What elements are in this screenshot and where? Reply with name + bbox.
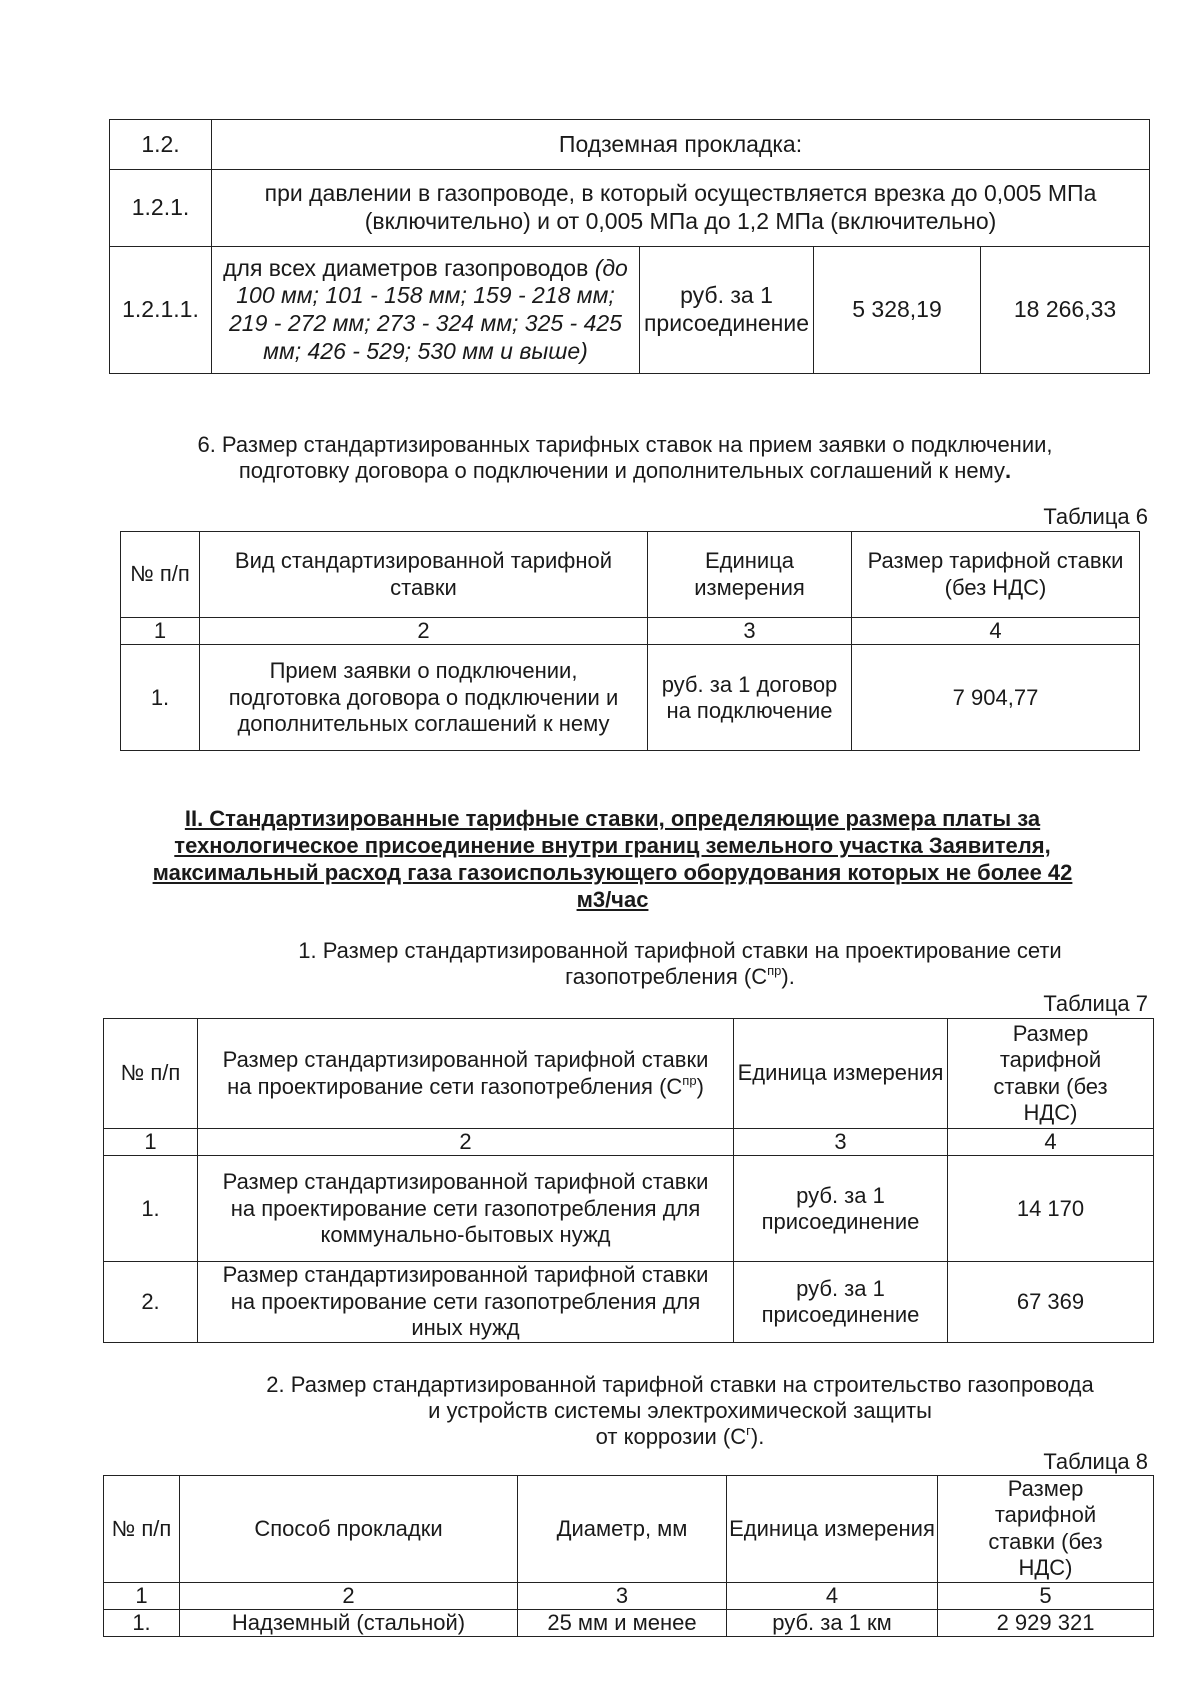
section-8-title-line2: и устройств системы электрохимической защиты [428,1398,932,1423]
table-6-label: Таблица 6 [1043,504,1148,529]
table-7-label: Таблица 7 [1043,991,1148,1016]
section-6-title-dot: . [1005,458,1012,483]
row-number: 2. [104,1262,198,1342]
header-diameter: Диаметр, мм [518,1476,727,1583]
section-8-title-line3 [200,1424,1160,1450]
section-7-title-sup: пр [767,963,782,978]
row-value: 7 904,77 [852,645,1140,751]
row-unit: руб. за 1 присоединение [734,1262,948,1342]
row-unit: руб. за 1 присоединение [640,247,814,374]
row-description-main: для всех диаметров газопроводов [223,254,589,281]
column-number: 3 [518,1582,727,1609]
row-number: 1.2.1.1. [110,247,212,374]
header-rate-name-text: Размер стандартизированной тарифной ставки на проектирование сети газопотребления (С [222,1047,709,1099]
table-8-label: Таблица 8 [1043,1449,1148,1474]
table-row [104,1262,1154,1342]
column-number: 4 [727,1582,938,1609]
header-rate-size: Размер тарифной ставки (без НДС) [852,532,1140,618]
column-number: 5 [938,1582,1154,1609]
table-row [121,645,1140,751]
table-header-row [121,532,1140,618]
column-number: 2 [200,618,648,645]
section-6-title-text: 6. Размер стандартизированных тарифных ставок на прием заявки о подключении, подготовку договора о подключении и дополнительных соглашений к нему [197,432,1053,483]
section-7-title [280,938,1080,990]
column-number: 4 [948,1129,1154,1156]
row-value: 5 328,19 [814,247,981,374]
column-number: 2 [180,1582,518,1609]
row-rate-name: Размер стандартизированной тарифной ставки на проектирование сети газопотребления для иных нужд [198,1262,734,1342]
header-rate-name-sup: пр [682,1072,697,1088]
column-number: 3 [734,1129,948,1156]
table-row [104,1609,1154,1636]
row-title: Подземная прокладка: [212,120,1150,170]
section-8-title-end: ). [750,1424,765,1449]
header-number: № п/п [121,532,200,618]
row-title: при давлении в газопроводе, в который осуществляется врезка до 0,005 МПа (включительно) и от 0,005 МПа до 1,2 МПа (включительно) [212,170,1150,247]
section-8-title-text: от коррозии (С [595,1424,747,1449]
row-description [212,247,640,374]
header-unit: Единица измерения [648,532,852,618]
tariff-table-6 [120,531,1140,751]
header-unit: Единица измерения [734,1019,948,1129]
row-diameter: 25 мм и менее [518,1609,727,1636]
header-method: Способ прокладки [180,1476,518,1583]
section-7-title-end: ). [781,964,795,989]
column-number-row [104,1129,1154,1156]
table-header-row [104,1019,1154,1129]
row-number: 1.2. [110,120,212,170]
section-8-title-line1: 2. Размер стандартизированной тарифной ставки на строительство газопровода [266,1372,1094,1397]
row-value: 67 369 [948,1262,1154,1342]
section-8-title-sup: г [746,1423,751,1438]
tariff-table-7 [103,1018,1154,1343]
section-8-title [200,1372,1160,1450]
row-number: 1.2.1. [110,170,212,247]
column-number-row [121,618,1140,645]
row-value: 18 266,33 [981,247,1150,374]
column-number: 1 [104,1129,198,1156]
header-number: № п/п [104,1019,198,1129]
row-unit: руб. за 1 присоединение [734,1156,948,1262]
section-7-title-text: 1. Размер стандартизированной тарифной ставки на проектирование сети газопотребления (С [298,938,1062,989]
table-row [104,1156,1154,1262]
header-rate-size: Размер тарифной ставки (без НДС) [948,1019,1154,1129]
column-number: 1 [104,1582,180,1609]
row-value: 2 929 321 [938,1609,1154,1636]
table-row [110,170,1150,247]
row-unit: руб. за 1 км [727,1609,938,1636]
row-number: 1. [104,1609,180,1636]
row-number: 1. [121,645,200,751]
header-number: № п/п [104,1476,180,1583]
column-number: 4 [852,618,1140,645]
section-ii-heading: II. Стандартизированные тарифные ставки, определяющие размера платы за технологическое присоединение внутри границ земельного участка Заявителя, максимальный расход газа газоиспользующего оборудования которых не более 42 м3/час [152,806,1073,912]
row-unit: руб. за 1 договор на подключение [648,645,852,751]
tariff-table-8 [103,1475,1154,1637]
header-rate-name-close: ) [696,1073,704,1099]
column-number: 2 [198,1129,734,1156]
column-number: 3 [648,618,852,645]
column-number-row [104,1582,1154,1609]
header-rate-size: Размер тарифной ставки (без НДС) [938,1476,1154,1583]
row-value: 14 170 [948,1156,1154,1262]
section-6-title [150,432,1100,484]
row-rate-name: Прием заявки о подключении, подготовка договора о подключении и дополнительных соглашений к нему [200,645,648,751]
header-rate-name [198,1019,734,1129]
header-unit: Единица измерения [727,1476,938,1583]
table-row [110,120,1150,170]
row-method: Надземный (стальной) [180,1609,518,1636]
row-rate-name: Размер стандартизированной тарифной ставки на проектирование сети газопотребления для коммунально-бытовых нужд [198,1156,734,1262]
tariff-table-top [109,119,1150,374]
row-number: 1. [104,1156,198,1262]
table-header-row [104,1476,1154,1583]
header-rate-type: Вид стандартизированной тарифной ставки [200,532,648,618]
row-description-diameters: (до 100 мм; 101 - 158 мм; 159 - 218 мм; 219 - 272 мм; 273 - 324 мм; 325 - 425 мм; 426 - 529; 530 мм и выше) [229,254,628,364]
table-row [110,247,1150,374]
column-number: 1 [121,618,200,645]
